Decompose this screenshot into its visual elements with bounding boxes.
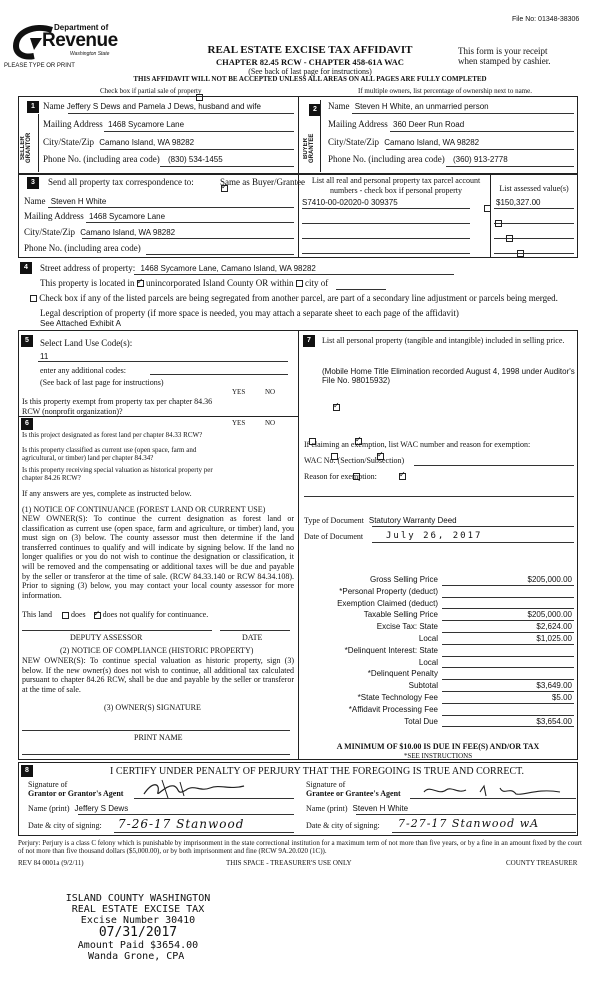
historic-question: Is this property receiving special valuation as historical property per chapter 84.26 RCW? [22,466,213,483]
seller-city-label: City/State/Zip [43,137,94,147]
seller-phone: (830) 534-1455 [167,155,223,164]
parcel-line-1 [302,208,470,209]
tax-computation [300,574,576,727]
see-back-instructions: (See back of last page for instructions) [248,67,372,76]
grantor-date-line [114,832,294,833]
doc-type: Statutory Warranty Deed [368,516,457,525]
seller-phone-label: Phone No. (including area code) [43,154,160,164]
doc-date-field[interactable] [304,531,483,542]
section-2-number: 2 [309,104,321,116]
tax-row-value[interactable]: $205,000.00 [442,609,574,621]
tax-row-label: Local [418,657,438,667]
buyer-address-label: Mailing Address [328,119,388,129]
buyer-phone-label: Phone No. (including area code) [328,154,445,164]
grantee-name-label: Name (print) [306,804,348,813]
parcel-line-3 [302,238,470,239]
seller-name-label: Name [43,101,65,111]
stamp-date: 07/31/2017 [98,925,178,940]
assessed-line-2 [494,223,574,224]
doc-type-line [372,526,574,527]
tax-row-label: *Affidavit Processing Fee [348,704,438,714]
assessed-header: List assessed value(s) [499,184,569,193]
stamp-officer: Wanda Grone, CPA [88,951,185,963]
grantor-name-label: Name (print) [28,804,70,813]
doc-date-label: Date of Document [304,532,364,541]
s3-name: Steven H White [50,197,107,206]
unincorporated-label: unincorporated Island County OR within [145,278,294,288]
land-use-code[interactable]: 11 [40,352,49,361]
s3-name-label: Name [24,196,46,206]
tax-row-label: *Delinquent Interest: State [344,645,438,655]
street-address-label: Street address of property: [40,263,136,273]
logo-name: Revenue [42,30,118,51]
tax-row-value[interactable] [442,586,574,598]
s3-name-field[interactable] [24,196,106,207]
buyer-address-line [390,131,574,132]
print-name-label: PRINT NAME [134,733,183,742]
buyer-side-label: BUYER GRANTEE [303,133,315,163]
deputy-assessor-label: DEPUTY ASSESSOR [70,633,143,642]
grantee-date-label: Date & city of signing: [306,821,380,830]
perjury-notice: Perjury: Perjury is a class C felony which is punishable by imprisonment in the state correctional institution for a maximum term of not more than five years, or by a fine in an amount fixed by the court of not more than five thousand dollars ($5,000.00), or by both imprisonment and fine (RCW 9A.20.020 (1C)). [18,839,582,856]
land-use-label: Select Land Use Code(s): [40,338,133,348]
receipt-note-2: when stamped by cashier. [458,56,551,66]
tax-row-value[interactable]: $3,649.00 [442,680,574,692]
logo-state: Washington State [70,51,110,57]
buyer-name-line [352,113,574,114]
tax-row-label: *Delinquent Penalty [367,669,438,679]
tax-row-label: *Personal Property (deduct) [339,586,438,596]
s3-city-field[interactable] [24,227,175,238]
qualify-label: qualify for continuance. [131,610,209,619]
parties-divider [298,96,299,174]
buyer-name-label: Name [328,101,350,111]
tax-row-value[interactable] [442,657,574,669]
section-8-number: 8 [21,765,33,777]
exempt-question: Is this property exempt from property tax per chapter 84.36 RCW (nonprofit organization)? [22,397,213,416]
continuance-line [22,610,208,620]
s3-phone-label[interactable]: Phone No. (including area code) [24,243,141,253]
exemption-label: If claiming an exemption, list WAC number and reason for exemption: [304,440,531,449]
stamp-excise-number: Excise Number 30410 [80,915,196,926]
s5-no-header: NO [265,388,276,396]
tax-row [300,633,576,645]
print-name-line[interactable] [22,754,290,755]
grantor-date-city[interactable]: 7-26-17 Stanwood [118,817,245,831]
tax-row-label: Exemption Claimed (deduct) [337,598,438,608]
s6-top-rule [18,416,298,417]
notice2-body: NEW OWNER(S): To continue special valuation as historic property, sign (3) below. If the new owner(s) does not wish to continue, all additional tax calculated pursuant to chapter 84.26 RCW, shall be due and payable by the seller or transferor at the time of sale. [22,656,294,694]
tax-row [300,621,576,633]
city-of-checkbox[interactable] [296,280,303,287]
tax-row [300,668,576,680]
section-4-number: 4 [20,262,32,274]
s5-yes-header: YES [232,388,246,396]
parcel-header-line-2: numbers - check box if personal property [330,185,462,195]
tax-row-value[interactable]: $1,025.00 [442,633,574,645]
multiple-owners-note: If multiple owners, list percentage of ownership next to name. [358,87,532,95]
file-number: File No: 01348-38306 [512,16,580,23]
seller-city-line [100,149,294,150]
logo-dept: Department of [54,23,109,32]
tax-row [300,704,576,716]
parcel-number-1[interactable]: S7410-00-02020-0 309375 [302,198,398,207]
receipt-note-1: This form is your receipt [458,46,548,56]
this-land-label: This land [22,610,52,619]
tax-row-label: Taxable Selling Price [363,610,438,620]
buyer-city-line [386,149,574,150]
tax-row [300,645,576,657]
legal-description-label: Legal description of property (if more space is needed, you may attach a separate sheet to each page of the affidavit) [40,308,459,318]
additional-codes-label: enter any additional codes: [40,366,126,375]
seller-side-rule [38,114,39,172]
treasurer-use-only: THIS SPACE - TREASURER'S USE ONLY [226,859,352,867]
parcel-header [302,176,490,195]
notice2-title: (2) NOTICE OF COMPLIANCE (HISTORIC PROPERTY) [60,646,254,655]
does-not-checkbox[interactable] [94,612,101,619]
s6-yes-header: YES [232,419,246,427]
tax-row [300,716,576,728]
grantee-signature-label-2: Grantee or Grantee's Agent [306,789,401,798]
buyer-city-field[interactable] [328,137,479,148]
correspondence-header: Send all property tax correspondence to: [48,177,194,187]
grantee-date-line [392,832,576,833]
deputy-date-label: DATE [242,633,263,642]
does-checkbox[interactable] [62,612,69,619]
buyer-name-field[interactable] [328,101,489,112]
s3-address-label: Mailing Address [24,211,84,221]
tax-row [300,680,576,692]
grantee-signature-line [410,798,576,799]
s3-address-line [86,222,294,223]
if-any-yes: If any answers are yes, complete as instructed below. [22,489,192,498]
s3-address-field[interactable] [24,211,165,222]
tax-row [300,586,576,598]
seller-address: 1468 Sycamore Lane [108,120,185,129]
personal-property-label: List all personal property (tangible and intangible) included in selling price. [322,336,565,345]
seller-phone-line [160,166,294,167]
county-treasurer-label: COUNTY TREASURER [506,859,578,867]
assessed-line-4 [494,253,574,254]
warning-text: THIS AFFIDAVIT WILL NOT BE ACCEPTED UNLESS ALL AREAS ON ALL PAGES ARE FULLY COMPLETED [133,75,487,83]
s3-name-line [48,207,294,208]
tax-row [300,598,576,610]
forest-land-question: Is this project designated as forest land per chapter 84.33 RCW? [22,431,203,439]
buyer-side-rule [320,100,321,172]
treasurer-stamp [58,893,218,962]
doc-type-label: Type of Document [304,516,364,525]
notice1-title: (1) NOTICE OF CONTINUANCE (FOREST LAND OR CURRENT USE) [22,505,266,514]
tax-row-label: Subtotal [408,681,438,691]
grantee-name-field[interactable] [306,804,408,814]
tax-row-value[interactable]: $205,000.00 [442,574,574,586]
please-type: PLEASE TYPE OR PRINT [4,63,75,69]
grantee-name-line [356,814,576,815]
form-title: REAL ESTATE EXCISE TAX AFFIDAVIT [207,44,413,56]
seller-name-field[interactable] [43,101,293,112]
reason-label: Reason for exemption: [304,472,377,481]
seller-address-field[interactable] [43,119,184,130]
tax-row-label: Total Due [404,716,438,726]
owner-signature-label: (3) OWNER(S) SIGNATURE [104,703,201,712]
does-not-label: does not [102,610,130,619]
land-use-see-back: (See back of last page for instructions) [40,378,164,387]
personal-property-checkbox-3[interactable] [506,235,513,242]
wac-label: WAC No. (Section/Subsection) [304,456,405,465]
current-use-question: Is this property classified as current use (open space, farm and agricultural, or timber) land per chapter 84.34? [22,446,197,463]
street-address-field[interactable] [40,263,316,274]
reason-line[interactable] [304,496,574,497]
buyer-address-field[interactable] [328,119,464,130]
segregated-checkbox[interactable] [30,295,37,302]
tax-row-value[interactable] [442,598,574,610]
exempt-no-checkbox[interactable] [333,404,340,411]
grantee-date-city[interactable]: 7-27-17 Stanwood wA [398,817,540,830]
s3-city-label: City/State/Zip [24,227,75,237]
buyer-phone: (360) 913-2778 [452,155,508,164]
tax-row [300,574,576,586]
tax-row [300,657,576,669]
personal-property-value[interactable]: (Mobile Home Title Elimination recorded August 4, 1998 under Auditor's File No. 98015932) [322,367,575,385]
tax-row-value[interactable]: $2,624.00 [442,621,574,633]
segregated-label: Check box if any of the listed parcels are being segregated from another parcel, are part of a secondary line adjustment or parcels being merged. [39,293,558,303]
buyer-phone-line [446,166,574,167]
additional-codes-line[interactable] [150,374,288,375]
section-5-number: 5 [21,335,33,347]
see-instructions-note: *SEE INSTRUCTIONS [403,752,473,760]
street-address-line [134,274,454,275]
deputy-assessor-line[interactable] [22,630,212,631]
section-3-number: 3 [27,177,39,189]
s3-phone-line [146,254,294,255]
seller-city: Camano Island, WA 98282 [99,138,195,147]
s3-address: 1468 Sycamore Lane [89,212,166,221]
buyer-phone-field[interactable] [328,154,508,165]
seller-name: Jeffery S Dews and Pamela J Dews, husband and wife [66,102,261,111]
partial-sale-label: Check box if partial sale of property [100,87,202,95]
wac-line[interactable] [414,465,574,466]
assessed-value-1[interactable]: $150,327.00 [496,198,541,207]
s6-no-header: NO [265,419,276,427]
s3-city: Camano Island, WA 98282 [80,228,176,237]
stamp-tax: REAL ESTATE EXCISE TAX [71,904,205,915]
seller-side-label: SELLER GRANTOR [20,132,32,164]
segregation-line [30,293,558,304]
parcel-line-2 [302,223,470,224]
property-location [40,278,328,289]
located-label: This property is located in [40,278,135,288]
seller-phone-field[interactable] [43,154,223,165]
section-6-number: 6 [21,418,33,430]
tax-row-label: Excise Tax: State [376,622,438,632]
minimum-fee-note: A MINIMUM OF $10.00 IS DUE IN FEE(S) AND/OR TAX [336,742,540,751]
buyer-name: Steven H White, an unmarried person [354,102,489,111]
tax-row-label: Local [418,633,438,643]
assessed-line-1 [494,208,574,209]
seller-name-line [68,113,294,114]
stamp-amount: Amount Paid $3654.00 [77,940,199,952]
section-1-number: 1 [27,101,39,113]
grantee-name: Steven H White [352,804,409,813]
seller-city-field[interactable] [43,137,194,148]
grantor-signature[interactable] [140,778,250,800]
parcel-header-line-1: List all real and personal property tax parcel account [311,176,481,185]
section-7-number: 7 [303,335,315,347]
city-of-line [336,289,386,290]
grantor-name-field[interactable] [28,804,128,814]
personal-property-checkbox-2[interactable] [495,220,502,227]
seller-address-label: Mailing Address [43,119,103,129]
stamp-county: ISLAND COUNTY WASHINGTON [65,893,211,904]
seller-address-line [104,131,294,132]
grantor-date-label: Date & city of signing: [28,821,102,830]
grantor-signature-label-2: Grantor or Grantor's Agent [28,789,124,798]
deputy-date-line[interactable] [220,630,290,631]
tax-row-value[interactable] [442,704,574,716]
buyer-city: Camano Island, WA 98282 [384,138,480,147]
tax-row-label: *State Technology Fee [357,692,438,702]
does-label: does [71,610,86,619]
city-of-label: city of [304,278,329,288]
grantor-signature-line [134,798,294,799]
doc-type-field[interactable] [304,516,457,526]
tax-row-value[interactable]: $5.00 [442,692,574,704]
doc-date: July 26, 2017 [386,531,483,541]
legal-description[interactable]: See Attached Exhibit A [40,319,121,328]
buyer-city-label: City/State/Zip [328,137,379,147]
assessed-divider [490,174,491,258]
grantor-signature-label-1: Signature of [28,780,68,789]
historic-no-checkbox[interactable] [399,473,406,480]
grantee-signature-label-1: Signature of [306,780,346,789]
grantor-name: Jeffery S Dews [74,804,129,813]
s3-city-line [82,238,294,239]
tax-row-label: Gross Selling Price [369,575,438,584]
same-as-buyer-label: Same as Buyer/Grantee [220,177,305,187]
personal-property-checkbox-1[interactable] [484,205,491,212]
sections-5-7-divider [298,330,299,760]
tax-row-value[interactable] [442,668,574,680]
tax-row-value[interactable]: $3,654.00 [442,716,574,728]
tax-row [300,692,576,704]
form-subtitle: CHAPTER 82.45 RCW - CHAPTER 458-61A WAC [216,57,404,67]
tax-row-value[interactable] [442,645,574,657]
personal-property-checkbox-4[interactable] [517,250,524,257]
revision-number: REV 84 0001a (9/2/11) [18,859,84,867]
tax-row [300,609,576,621]
parcel-line-4 [302,253,470,254]
notice1-body: NEW OWNER(S): To continue the current designation as forest land or classification as current use (open space, farm and agriculture, or timber) land, you must sign on (3) below. The county assessor must then determine if the land transferred continues to qualify and will indicate by signing below. If the land no longer qualifies or you do not wish to continue the designation or classification, it will be removed and the compensating or additional taxes will be due and payable by the seller or transferor at the time of sale. (RCW 84.33.140 or RCW 84.34.108). Prior to signing (3) below, you may contact your local county assessor for more information. [22,514,294,600]
street-address: 1468 Sycamore Lane, Camano Island, WA 98282 [140,264,316,273]
unincorporated-checkbox[interactable] [137,280,144,287]
buyer-address: 360 Deer Run Road [393,120,465,129]
doc-date-line [372,542,574,543]
grantor-name-line [78,814,294,815]
owner-signature-line[interactable] [22,730,290,731]
certify-statement: I CERTIFY UNDER PENALTY OF PERJURY THAT THE FOREGOING IS TRUE AND CORRECT. [110,766,524,777]
land-use-line [38,361,288,362]
